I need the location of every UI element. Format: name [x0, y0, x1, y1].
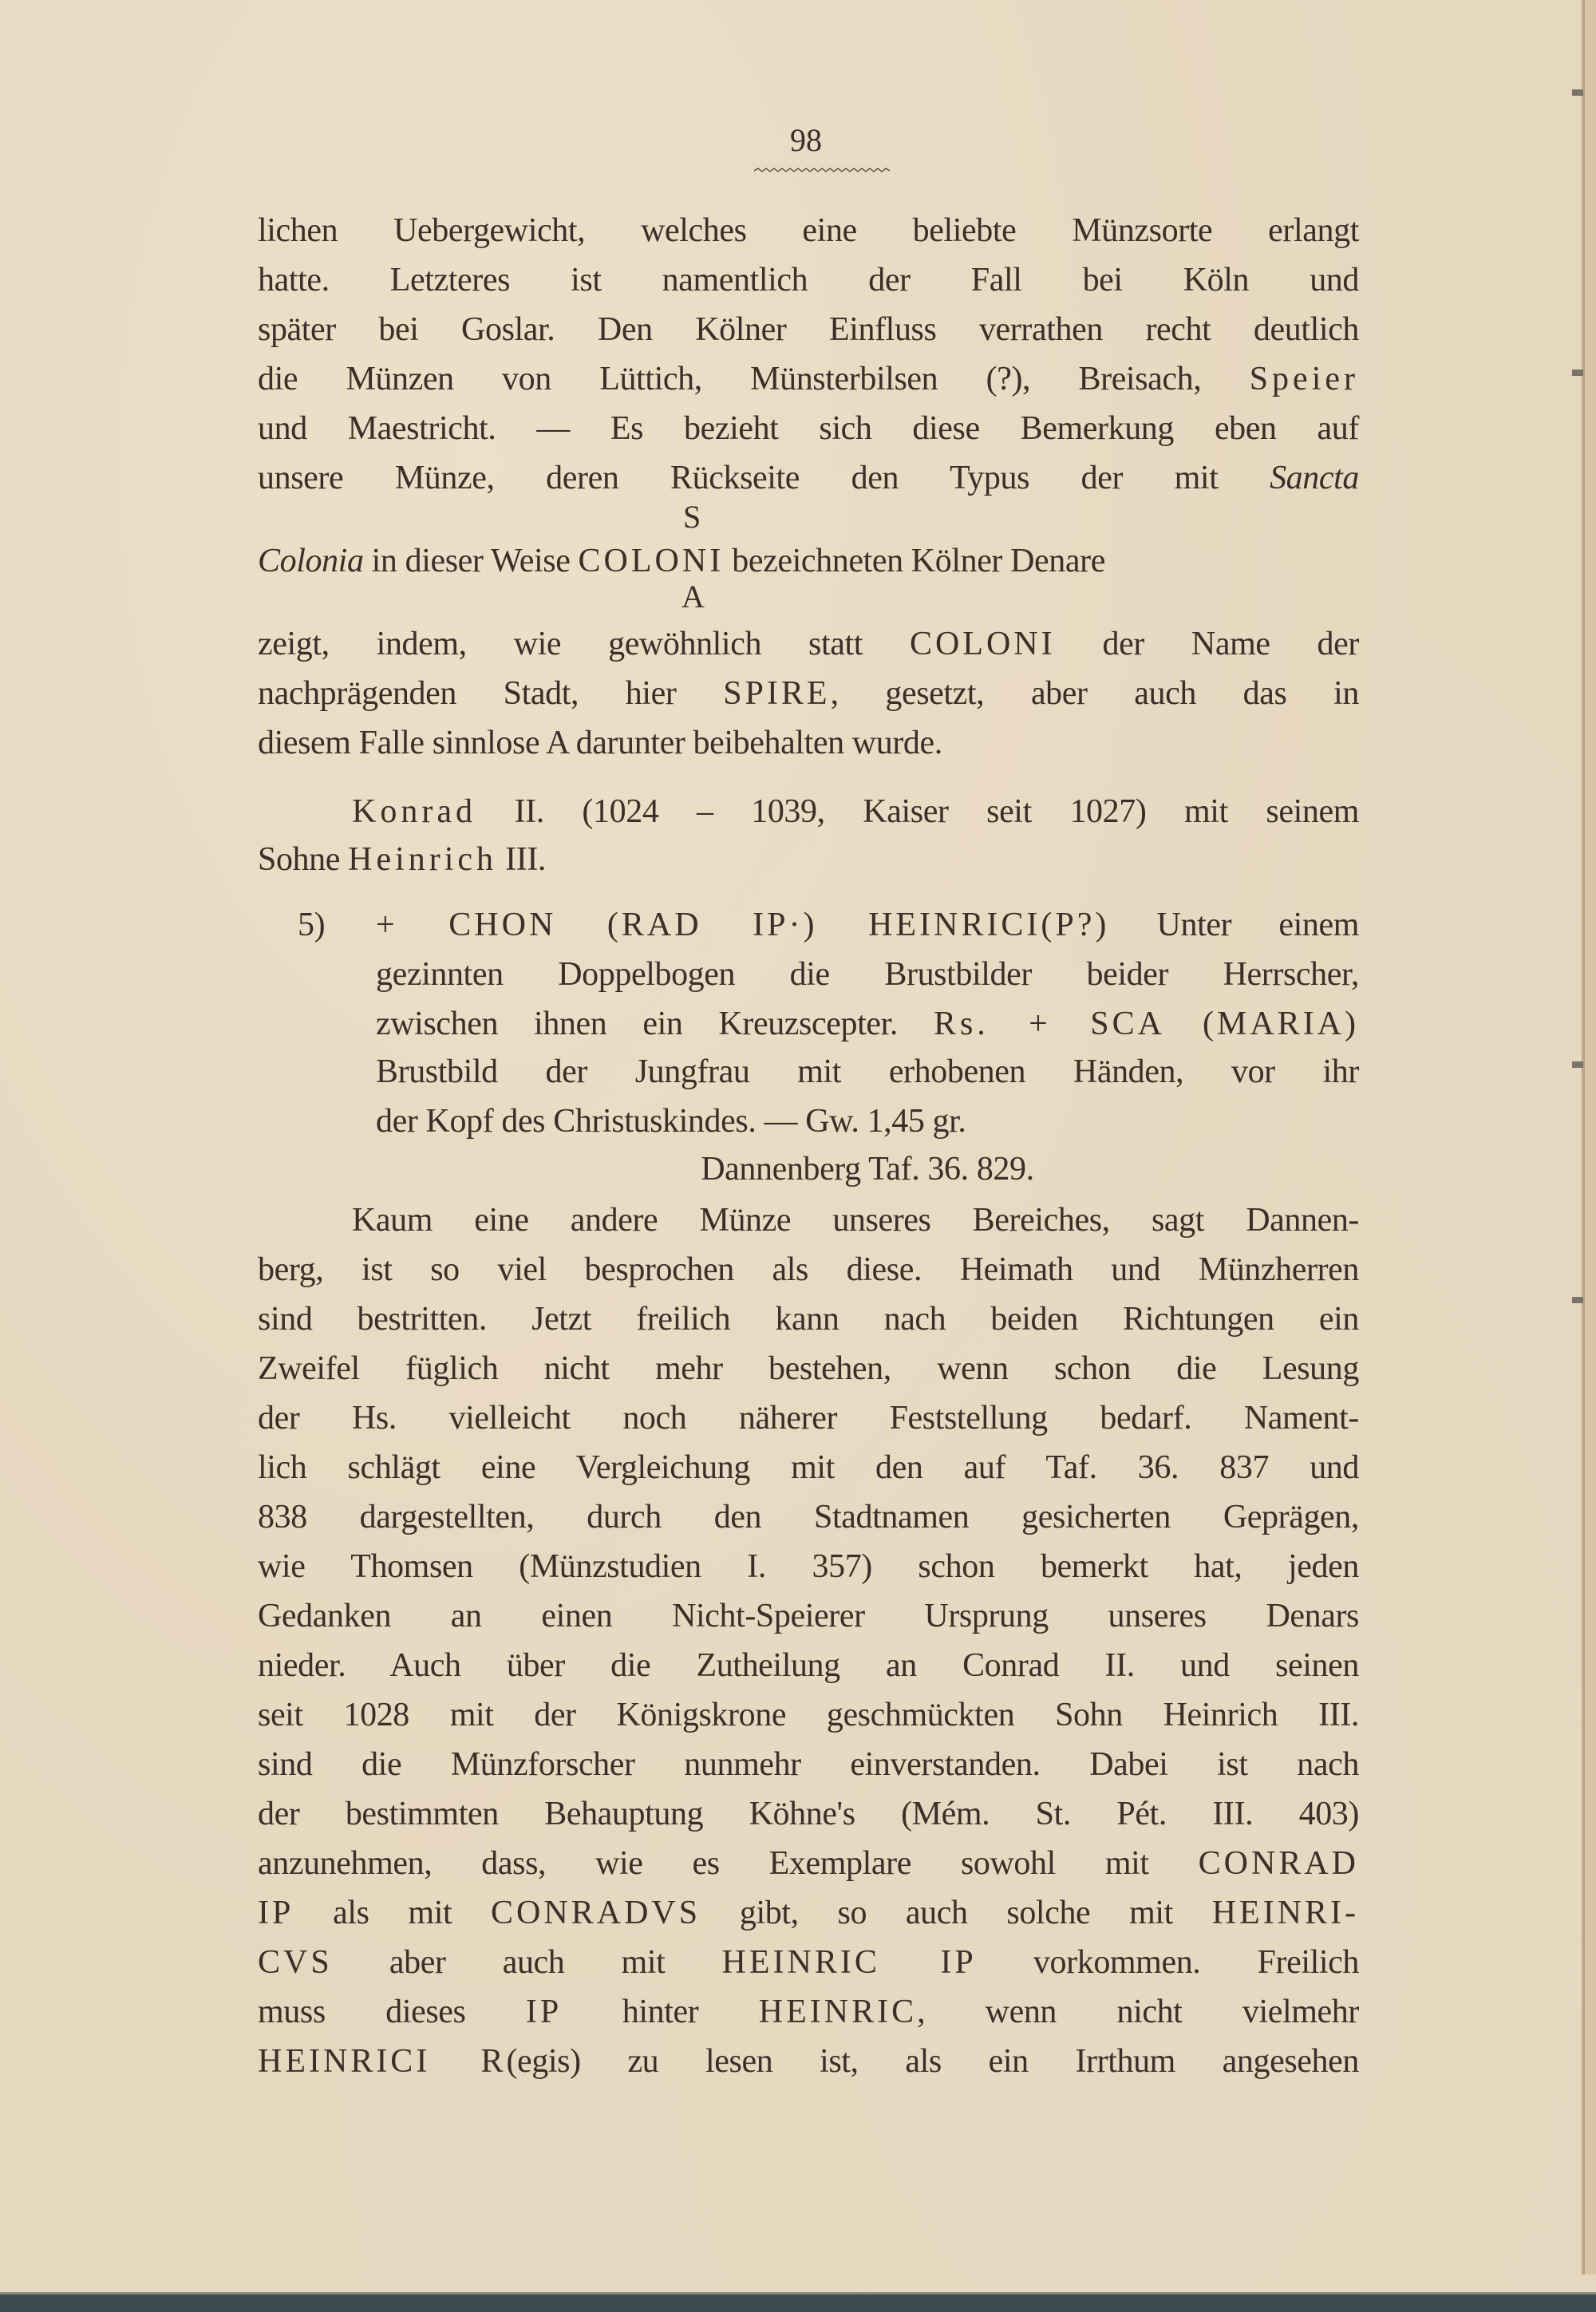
text-line-coloni	[258, 536, 1359, 586]
text-line: diesem Falle sinnlose A darunter beibehalten wurde.	[258, 725, 942, 761]
italic-word-colonia: Colonia	[258, 543, 364, 579]
spaced-name-heinrich: Heinrich	[348, 841, 498, 878]
section-heading-cont: Sohne Heinrich III.	[258, 841, 547, 878]
text-line: lich schlägt eine Vergleichung mit den auf Taf. 36. 837 und	[258, 1449, 1359, 1486]
page-edge	[1582, 0, 1585, 2274]
text-line: nachprägenden Stadt, hier SPIRE, gesetzt, aber auch das in	[258, 675, 1359, 712]
coin-legend-coloni: COLONI	[578, 543, 725, 579]
text-line: berg, ist so viel besprochen als diese. Heimath und Münzherren	[258, 1251, 1359, 1288]
text-line: muss dieses IP hinter HEINRIC, wenn nicht vielmehr	[258, 1994, 1359, 2030]
coin-legend: SPIRE	[723, 675, 831, 712]
text-segment: in dieser Weise	[363, 543, 579, 579]
text-line	[258, 354, 1359, 404]
binding-mark	[1572, 1297, 1583, 1303]
entry-line: gezinnten Doppelbogen die Brustbilder beider Herrscher,	[376, 956, 1359, 993]
binding-mark	[1572, 1061, 1583, 1068]
text-line: zeigt, indem, wie gewöhnlich statt COLONI der Name der	[258, 626, 1359, 662]
spaced-name-konrad: Konrad	[352, 793, 476, 830]
text-line: IP als mit CONRADVS gibt, so auch solche mit HEINRI-	[258, 1895, 1359, 1931]
text-segment: die Münzen von Lüttich, Münsterbilsen (?), Breisach,	[258, 361, 1202, 397]
reference-citation: Dannenberg Taf. 36. 829.	[701, 1151, 1034, 1188]
text-line: später bei Goslar. Den Kölner Einfluss verrathen recht deutlich	[258, 311, 1359, 348]
text-line: HEINRICI R(egis) zu lesen ist, als ein Irrthum angesehen	[258, 2043, 1359, 2080]
coin-legend: CONRAD	[1198, 1845, 1359, 1882]
text-line: der Hs. vielleicht noch näherer Feststellung bedarf. Nament-	[258, 1400, 1359, 1437]
page-edge-strip	[1585, 0, 1596, 2274]
text-line	[258, 453, 1359, 503]
text-line: lichen Uebergewicht, welches eine beliebte Münzsorte erlangt	[258, 212, 1359, 249]
text-line: anzunehmen, dass, wie es Exemplare sowohl mit CONRAD	[258, 1845, 1359, 1882]
coin-legend-reverse: + SCA (MARIA)	[989, 1006, 1359, 1042]
text-line: sind bestritten. Jetzt freilich kann nach beiden Richtungen ein	[258, 1301, 1359, 1338]
text-line: und Maestricht. — Es bezieht sich diese Bemerkung eben auf	[258, 410, 1359, 447]
text-line: Zweifel füglich nicht mehr bestehen, wenn schon die Lesung	[258, 1350, 1359, 1387]
text-line: Gedanken an einen Nicht-Speierer Ursprung unseres Denars	[258, 1598, 1359, 1634]
text-line: 838 dargestellten, durch den Stadtnamen gesicherten Geprägen,	[258, 1499, 1359, 1535]
page-number: 98	[790, 122, 822, 158]
entry-line: + CHON (RAD IP·) HEINRICI(P?) Unter einem	[376, 907, 1360, 943]
text-line: seit 1028 mit der Königskrone geschmückten Sohn Heinrich III.	[258, 1697, 1359, 1733]
text-segment: bezeichneten Kölner Denare	[724, 543, 1105, 579]
italic-word-sancta: Sancta	[1270, 460, 1359, 496]
text-line: der bestimmten Behauptung Köhne's (Mém. St. Pét. III. 403)	[258, 1796, 1359, 1832]
text-line: nieder. Auch über die Zutheilung an Conrad II. und seinen	[258, 1647, 1359, 1684]
spaced-word-speier: Speier	[1249, 361, 1359, 397]
binding-mark	[1572, 370, 1583, 376]
text-line: sind die Münzforscher nunmehr einverstanden. Dabei ist nach	[258, 1746, 1359, 1783]
text-line: Kaum eine andere Münze unseres Bereiches, sagt Dannen-	[352, 1202, 1359, 1239]
book-cover-edge	[0, 2292, 1596, 2312]
coin-legend-bottom-letter: A	[681, 579, 705, 615]
wavy-rule-ornament	[754, 166, 890, 174]
entry-line: der Kopf des Christuskindes. — Gw. 1,45 gr.	[376, 1103, 966, 1140]
coin-legend: COLONI	[909, 626, 1056, 662]
entry-number: 5)	[298, 907, 326, 943]
coin-legend-top-letter: S	[683, 499, 701, 535]
entry-line: zwischen ihnen ein Kreuzscepter. Rs. + SCA (MARIA)	[376, 1006, 1359, 1042]
text-line: CVS aber auch mit HEINRIC IP vorkommen. Freilich	[258, 1944, 1359, 1981]
text-line: hatte. Letzteres ist namentlich der Fall bei Köln und	[258, 262, 1359, 298]
binding-mark	[1572, 89, 1583, 96]
coin-legend-obverse: + CHON (RAD IP·) HEINRICI(P?)	[376, 907, 1110, 943]
entry-line: Brustbild der Jungfrau mit erhobenen Händen, vor ihr	[376, 1053, 1359, 1090]
text-line: wie Thomsen (Münzstudien I. 357) schon bemerkt hat, jeden	[258, 1548, 1359, 1585]
section-heading: Konrad II. (1024 – 1039, Kaiser seit 1027) mit seinem	[352, 793, 1359, 830]
text-segment: unsere Münze, deren Rückseite den Typus der mit	[258, 460, 1219, 496]
